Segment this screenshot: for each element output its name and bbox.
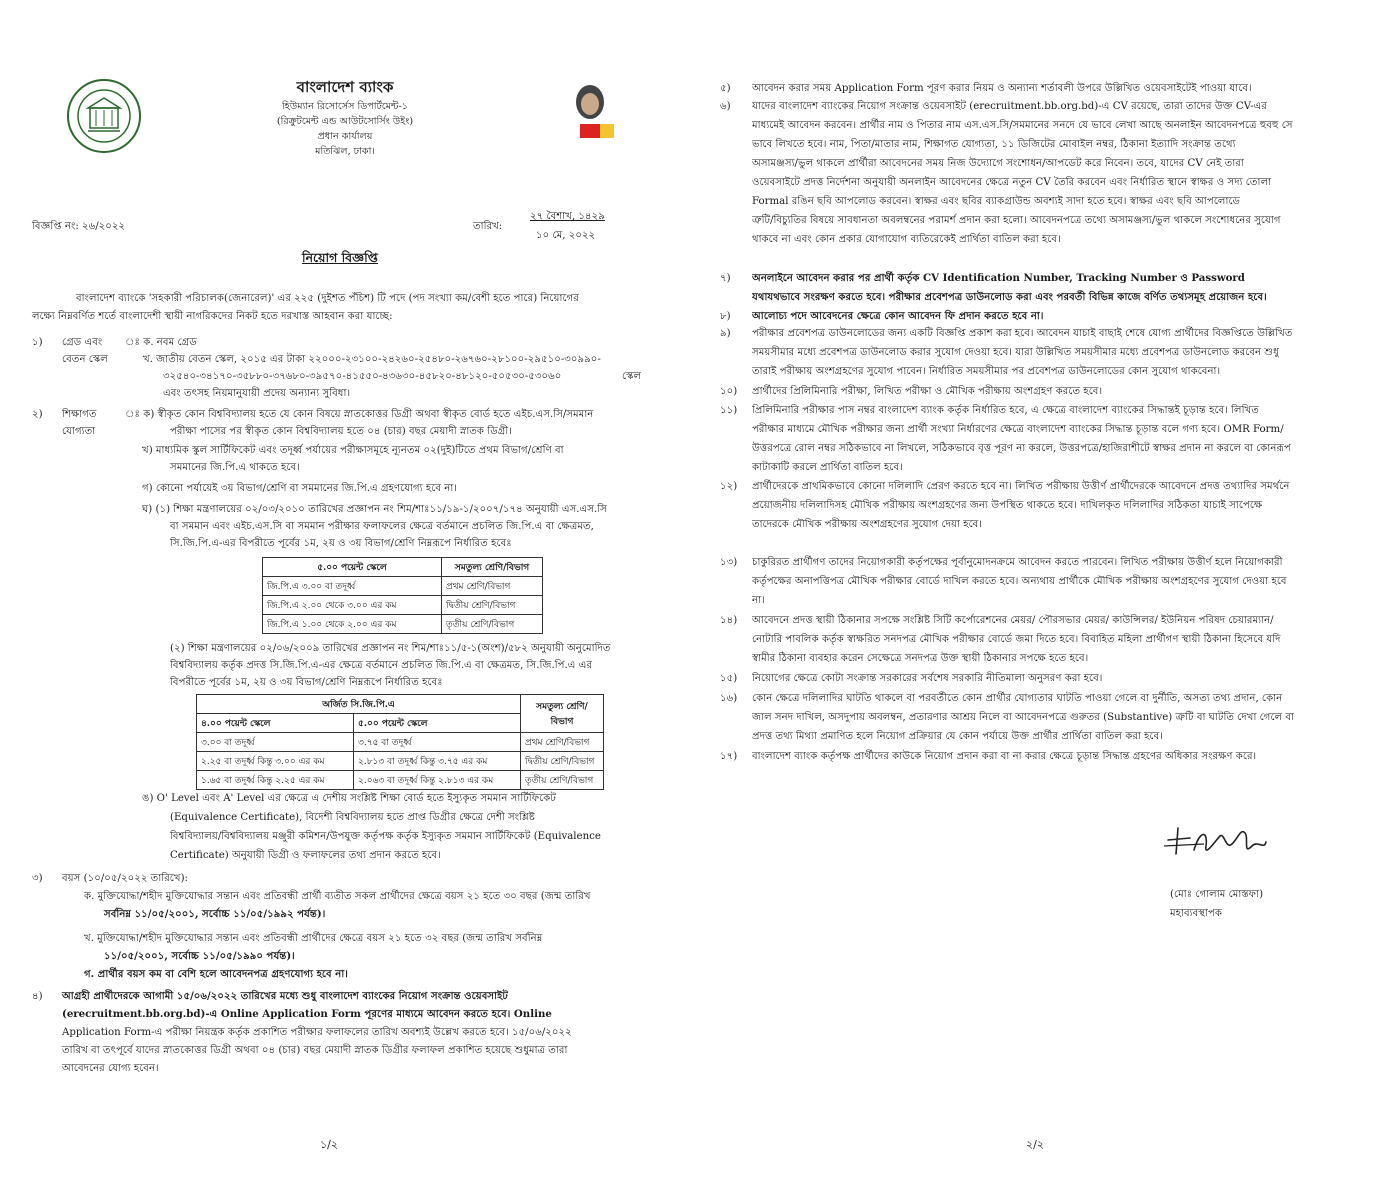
condition-text-line: ত্রুটি/বিচ্যুতির বিষয়ে সাবধানতা অবলম্বনের পরামর্শ প্রদান করা হলো। আবেদনপত্রে তথ্যে অসামঞ্জস্য/ভুল থাকলে সংশোধনের সুযোগ [752, 215, 1281, 226]
table-row [197, 733, 604, 752]
date-bangla: ২৭ বৈশাখ, ১৪২৯ [530, 211, 605, 222]
section-1-label: গ্রেড এবং [62, 337, 103, 348]
condition-text-line: তারাই পরীক্ষায় অংশগ্রহণের সুযোগ পাবেন। নির্ধারিত সময়সীমার পর প্রবেশপত্র ডাউনলোডের কোন সুযোগ থাকবেনা। [752, 366, 1221, 377]
page-two [700, 0, 1386, 1186]
condition-text-line: উত্তরপত্রে রোল নম্বর সঠিকভাবে না লিখলে, সঠিকভাবে বৃত্ত পূরণ না করলে, উত্তরপত্রে/হাজিরাশীটে স্বাক্ষর প্রদান না করলে বা কোনরূপ [752, 443, 1291, 454]
condition-text-line: অনলাইনে আবেদন করার পর প্রার্থী কর্তৃক CV Identification Number, Tracking Number ও Password [752, 272, 1245, 284]
table-header-row [263, 558, 543, 577]
condition-number: ১৬) [720, 693, 738, 704]
signatory-title: মহাব্যবস্থাপক [1170, 908, 1222, 919]
page-number: ২/২ [1026, 1138, 1045, 1151]
condition-text-line: প্রার্থীদেরকে প্রাথমিকভাবে কোনো দলিলাদি প্রেরণ করতে হবে না। লিখিত পরীক্ষায় উত্তীর্ণ প্রার্থীদেরকে আবেদনে প্রদত্ত তথ্যাদির সমর্থনে [752, 481, 1290, 492]
condition-number: ৮) [720, 311, 731, 322]
table-cell: জি.পি.এ ১.০০ থেকে ২.০০ এর কম [263, 615, 442, 634]
condition-number: ৭) [720, 273, 731, 284]
age-b-line-1: খ. মুক্তিযোদ্ধা/শহীদ মুক্তিযোদ্ধার সন্তান এবং প্রতিবন্ধী প্রার্থীদের ক্ষেত্রে বয়স ২১ হতে ৩২ বছর (জন্ম তারিখ সর্বনিম্ন [84, 933, 543, 944]
condition-text-line: চাকুরিরত প্রার্থীগণ তাদের নিয়োগকারী কর্তৃপক্ষের পূর্বানুমোদনক্রমে আবেদন করতে পারবেন। লিখিত পরীক্ষায় উত্তীর্ণ হলে নিয়োগকারী [752, 557, 1283, 568]
page-number: ১/২ [320, 1138, 338, 1151]
condition-text-line: নোটারি পাবলিক কর্তৃক স্বাক্ষরিত সনদপত্র মৌখিক পরীক্ষার বোর্ডে জমা দিতে হবে। বিবাহিত মহিলা প্রার্থীগণ স্থায়ী ঠিকানা হিসেবে যদি [752, 634, 1281, 645]
apply-line-5: আবেদনের যোগ্য হবেন। [62, 1063, 159, 1074]
education-a-line-2: পরীক্ষা পাসের পর স্বীকৃত কোন বিশ্ববিদ্যালয় হতে ০৪ (চার) বছর মেয়াদী স্নাতক ডিগ্রী। [170, 426, 512, 437]
table-cell: ২.২৫ বা তদূর্ধ্ব কিন্তু ৩.০০ এর কম [197, 752, 354, 771]
education-d2-line-3: বিপরীতে পূর্বের ১ম, ২য় ও ৩য় বিভাগ/শ্রেণি নিম্নরূপে নির্ধারিত হবেঃ [170, 677, 443, 688]
table-cell: ২.৮১৩ বা তদূর্ধ্ব কিন্তু ৩.৭৫ এর কম [354, 752, 521, 771]
mujib-100-seal [562, 80, 618, 142]
condition-text-line: সময়সীমার মধ্যে প্রবেশপত্র ডাউনলোড করার সুযোগ দেওয়া হবে। যারা উল্লিখিত সময়সীমার মধ্যে প্রবেশপত্র ডাউনলোড করবেন শুধু [752, 347, 1279, 358]
table-header-row [197, 695, 604, 714]
condition-text-line: ভাবে লিখতে হবে। নাম, পিতা/মাতার নাম, শিক্ষাগত যোগ্যতা, ১১ ডিজিটের মোবাইল নম্বর, ঠিকানা ইত্যাদি সংক্রান্ত তথ্যে [752, 139, 1236, 150]
section-3-number: ৩) [32, 873, 43, 884]
grade-line: ঃ ক. নবম গ্রেড [125, 337, 197, 348]
condition-text-line: আবেদন করার সময় Application Form পূরণ করার নিয়ম ও অন্যান্য শর্তাবলী উপরে উল্লিখিত ওয়েবসাইটেই পাওয়া যাবে। [752, 83, 1252, 94]
table-header: সমতুল্য শ্রেণি/বিভাগ [521, 695, 604, 733]
condition-text-line: তাদেরকে মৌখিক পরীক্ষায় অংশগ্রহণের সুযোগ দেয়া হবে। [752, 519, 982, 530]
table-cell: ১.৬৫ বা তদূর্ধ্ব কিন্তু ২.২৫ এর কম [197, 771, 354, 790]
education-d-line-1: ঘ) (১) শিক্ষা মন্ত্রণালয়ের ০২/০৩/২০১০ তারিখের প্রজ্ঞাপন নং শিম/শাঃ১১/১৯-১/২০০৭/১৭৪ অনুযায়ী এস.এস.সি [142, 504, 607, 515]
apply-line-2: (erecruitment.bb.org.bd)-এ Online Application Form পূরণের মাধ্যমে আবেদন করতে হবে। Online [62, 1008, 552, 1020]
education-b-line-2: সমমানের জি.পি.এ থাকতে হবে। [170, 462, 300, 473]
intro-line-2: লক্ষ্যে নিম্নবর্ণিত শর্তে বাংলাদেশী স্থায়ী নাগরিকদের নিকট হতে দরখাস্ত আহবান করা যাচ্ছে: [32, 311, 393, 322]
condition-number: ১৩) [720, 557, 738, 568]
section-1-label-2: বেতন স্কেল [62, 354, 108, 365]
condition-text-line: অসামঞ্জস্য/ভুল থাকলে প্রার্থীরা আবেদনের সময় নিজ উদ্যোগে সংশোধন/আপডেট করে নিবেন। তবে, যাদের CV নেই তারা [752, 158, 1244, 169]
condition-number: ১৭) [720, 751, 738, 762]
section-1-number: ১) [32, 337, 43, 348]
table-cell: দ্বিতীয় শ্রেণি/বিভাগ [442, 596, 543, 615]
date-english: ১০ মে, ২০২২ [536, 230, 596, 241]
condition-text-line: আবেদনে প্রদত্ত স্থায়ী ঠিকানার সপক্ষে সংশ্লিষ্ট সিটি কর্পোরেশনের মেয়র/ পৌরসভার মেয়র/ কাউন্সিলর/ ইউনিয়ন পরিষদ চেয়ারম্যান/ [752, 615, 1274, 626]
condition-text-line: থাকবে না এবং কোন প্রকার যোগাযোগ ব্যতিরেকেই প্রার্থিতা বাতিল করা হবে। [752, 234, 1061, 245]
age-b-line-2: ১১/০৫/২০০১, সর্বোচ্চ ১১/০৫/১৯৯০ পর্যন্ত)। [104, 950, 295, 962]
office-line: প্রধান কার্যালয় [317, 131, 373, 142]
condition-text-line: নিয়োগের ক্ষেত্রে কোটা সংক্রান্ত সরকারের সর্বশেষ সরকারি নীতিমালা অনুসরণ করা হবে। [752, 673, 1103, 684]
table-header: ৪.০০ পয়েন্ট স্কেলে [197, 714, 354, 733]
signatory-name: (মোঃ গোলাম মোস্তফা) [1170, 889, 1264, 900]
condition-text-line: কোন ক্ষেত্রে দলিলাদির ঘাটতি থাকলে বা পরবর্তীতে কোন প্রার্থীর যোগ্যতার ঘাটতি পাওয়া গেলে বা দুর্নীতি, অসত্য তথ্য প্রদান, কোন [752, 693, 1283, 704]
table-cell: ২.০৬৩ বা তদূর্ধ্ব কিন্তু ২.৮১৩ এর কম [354, 771, 521, 790]
section-4-number: ৪) [32, 991, 43, 1002]
table-row [263, 577, 543, 596]
notice-reference: বিজ্ঞপ্তি নং: ২৬/২০২২ [32, 221, 126, 232]
apply-line-3: Application Form-এ পরীক্ষা নিয়ন্ত্রক কর্তৃক প্রকাশিত পরীক্ষার ফলাফলের তারিখ অবশ্যই উল্লেখ করতে হবে। ১৫/০৬/২০২২ [62, 1027, 572, 1038]
education-e-line-1: ঙ) O' Level এবং A' Level এর ক্ষেত্রে এ দেশীয় সংশ্লিষ্ট শিক্ষা বোর্ড হতে ইস্যুকৃত সমমান সার্টিফিকেট [142, 793, 556, 804]
department-line: হিউম্যান রিসোর্সেস ডিপার্টমেন্ট-১ [281, 101, 409, 112]
table-group-header: অর্জিত সি.জি.পি.এ [197, 695, 521, 714]
condition-text-line: প্রিলিমিনারি পরীক্ষার পাস নম্বর বাংলাদেশ ব্যাংক কর্তৃক নির্ধারিত হবে, এ ক্ষেত্রে বাংলাদেশ ব্যাংকের সিদ্ধান্তই চূড়ান্ত হবে। লিখিত [752, 405, 1259, 416]
table-cell: তৃতীয় শ্রেণি/বিভাগ [521, 771, 604, 790]
signature-image [1160, 810, 1270, 866]
education-c-line: গ) কোনো পর্যায়েই ৩য় বিভাগ/শ্রেণি বা সমমানের জি.পি.এ গ্রহণযোগ্য হবে না। [142, 483, 457, 494]
condition-text-line: বাংলাদেশ ব্যাংক কর্তৃপক্ষ প্রার্থীদের কাউকে নিয়োগ প্রদান করা বা না করার ক্ষেত্রে চূড়ান্ত সিদ্ধান্ত গ্রহণের অধিকার সংরক্ষণ করে। [752, 751, 1257, 762]
table-cell: ৩.০০ বা তদূর্ধ্ব [197, 733, 354, 752]
condition-number: ১৪) [720, 615, 738, 626]
table-cell: জি.পি.এ ৩.০০ বা তদূর্ধ্ব [263, 577, 442, 596]
condition-number: ৫) [720, 83, 731, 94]
condition-number: ৬) [720, 101, 731, 112]
education-a-line-1: ঃ ক) স্বীকৃত কোন বিশ্ববিদ্যালয় হতে যে কোন বিষয়ে স্নাতকোত্তর ডিগ্রী অথবা স্বীকৃত বোর্ড হতে এইচ.এস.সি/সমমান [125, 409, 594, 420]
condition-text-line: Formal রঙিন ছবি আপলোড করবেন। স্বাক্ষর এবং ছবির ব্যাকগ্রাউন্ড অবশ্যই সাদা হতে হবে। স্বাক্ষর এবং ছবি আপলোডে [752, 196, 1241, 207]
education-d2-line-2: বিশ্ববিদ্যালয় কর্তৃক প্রদত্ত সি.জি.পি.এ-এর ক্ষেত্রে বর্তমানে প্রচলিত জি.পি.এ বা ক্ষেত্রমত, সি.জি.পি.এ এর [170, 660, 593, 671]
age-a-line-1: ক. মুক্তিযোদ্ধা/শহীদ মুক্তিযোদ্ধার সন্তান এবং প্রতিবন্ধী প্রার্থী ব্যতীত সকল প্রার্থীদের ক্ষেত্রে বয়স ২১ হতে ৩০ বছর (জন্ম তারিখ [84, 891, 591, 902]
table-header: সমতুল্য শ্রেণি/বিভাগ [442, 558, 543, 577]
condition-text-line: না। [752, 595, 765, 606]
pay-scale-word: স্কেল [622, 371, 642, 382]
date-label: তারিখ: [473, 221, 503, 232]
gpa-equivalence-table [262, 557, 543, 634]
table-cell: তৃতীয় শ্রেণি/বিভাগ [442, 615, 543, 634]
table-cell: জি.পি.এ ২.০০ থেকে ৩.০০ এর কম [263, 596, 442, 615]
condition-number: ৯) [720, 328, 731, 339]
table-header: ৫.০০ পয়েন্ট স্কেলে [354, 714, 521, 733]
notice-title: নিয়োগ বিজ্ঞপ্তি [302, 250, 378, 265]
age-heading: বয়স (১০/০৫/২০২২ তারিখে): [62, 873, 188, 884]
condition-text-line: পরীক্ষার মাধ্যমে মৌখিক পরীক্ষার জন্য প্রার্থী সংখ্যা নির্ধারণের ক্ষেত্রে বাংলাদেশ ব্যাংকের সিদ্ধান্ত চূড়ান্ত বলে গণ্য হবে। OMR Form/ [752, 424, 1284, 435]
condition-text-line: আলোচ্য পদে আবেদনের ক্ষেত্রে কোন আবেদন ফি প্রদান করতে হবে না। [752, 310, 1044, 322]
pay-scale-line-1: খ. জাতীয় বেতন স্কেল, ২০১৫ এর টাকা ২২০০০-২৩১০০-২৪২৬০-২৫৪৮০-২৬৭৬০-২৮১০০-২৯৫১০-৩০৯৯০- [143, 354, 601, 365]
condition-number: ১০) [720, 386, 738, 397]
table-row [197, 752, 604, 771]
age-c-line: গ. প্রার্থীর বয়স কম বা বেশি হলে আবেদনপত্র গ্রহণযোগ্য হবে না। [84, 968, 348, 980]
table-cell: ৩.৭৫ বা তদূর্ধ্ব [354, 733, 521, 752]
wing-line: (রিক্রুটমেন্ট এন্ড আউটসোর্সিং উইং) [276, 116, 414, 127]
condition-text-line: জাল সনদ দাখিল, অসদুপায় অবলম্বন, প্রতারণার আশ্রয় নিলে বা আবেদনপত্রে গুরুতর (Substantive) ত্রুটি বা ঘাটতি দেখা গেলে বা [752, 712, 1295, 723]
pay-scale-line-3: এবং তৎসহ নিয়মানুযায়ী প্রদেয় অন্যান্য সুবিধা। [163, 388, 351, 399]
condition-text-line: প্রদত্ত তথ্য মিথ্যা প্রমাণিত হলে নিয়োগ প্রক্রিয়ার যে কোন পর্যায়ে উক্ত প্রার্থীর প্রার্থিতা বাতিল করা হবে। [752, 731, 1163, 742]
table-header: ৫.০০ পয়েন্ট স্কেলে [263, 558, 442, 577]
bank-name: বাংলাদেশ ব্যাংক [296, 78, 394, 96]
table-cell: প্রথম শ্রেণি/বিভাগ [521, 733, 604, 752]
condition-text-line: কাটাকাটি করলে প্রার্থিতা বাতিল হবে। [752, 462, 903, 473]
intro-line-1: বাংলাদেশ ব্যাংকে 'সহকারী পরিচালক(জেনারেল)' এর ২২৫ (দুইশত পঁচিশ) টি পদে (পদ সংখ্যা কম/বেশী হতে পারে) নিয়োগের [76, 293, 579, 304]
section-2-label-2: যোগ্যতা [62, 426, 96, 437]
cgpa-equivalence-table [196, 694, 604, 790]
condition-text-line: মাধ্যমেই আবেদন করবেন। প্রার্থীর নাম ও পিতার নাম এস.এস.সি/সমমানের সনদে যে ভাবে লেখা আছে অনলাইন আবেদনপত্রে হুবহু সে [752, 120, 1293, 131]
education-b-line-1: খ) মাধ্যমিক স্কুল সার্টিফিকেট এবং তদূর্ধ্ব পর্যায়ের পরীক্ষাসমূহে ন্যূনতম ০২(দুই)টিতে প্রথম বিভাগ/শ্রেণি বা [142, 445, 564, 456]
condition-number: ১১) [720, 405, 738, 416]
apply-line-4: তারিখ বা তৎপূর্বে যাদের স্নাতকোত্তর ডিগ্রী অথবা ০৪ (চার) বছর মেয়াদী স্নাতক ডিগ্রীর ফলাফল প্রকাশিত হয়েছে শুধুমাত্র তারা [62, 1045, 568, 1056]
age-a-line-2: সর্বনিম্ন ১১/০৫/২০০১, সর্বোচ্চ ১১/০৫/১৯৯২ পর্যন্ত)। [104, 908, 326, 920]
education-d-line-3: সি.জি.পি.এ-এর বিপরীতে পূর্বের ১ম, ২য় ও ৩য় বিভাগ/শ্রেণি নিম্নরূপে নির্ধারিত হবেঃ [170, 538, 512, 549]
condition-text-line: পরীক্ষার প্রবেশপত্র ডাউনলোডের জন্য একটি বিজ্ঞপ্তি প্রকাশ করা হবে। আবেদন যাচাই বাছাই শেষে যোগ্য প্রার্থীদের বিজ্ঞপ্তিতে উল্লিখিত [752, 328, 1293, 339]
condition-text-line: প্রার্থীদের প্রিলিমিনারি পরীক্ষা, লিখিত পরীক্ষা ও মৌখিক পরীক্ষায় অংশগ্রহণ করতে হবে। [752, 386, 1103, 397]
bangladesh-bank-logo [66, 78, 142, 154]
condition-number: ১২) [720, 481, 738, 492]
education-e-line-4: Certificate) অনুযায়ী ডিগ্রী ও ফলাফলের তথ্য প্রদান করতে হবে। [170, 850, 441, 861]
location-line: মতিঝিল, ঢাকা। [315, 146, 375, 157]
pay-scale-line-2: ৩২৫৪০-৩৪১৭০-৩৫৮৮০-৩৭৬৮০-৩৯৫৭০-৪১৫৫০-৪৩৬৩০-৪৫৮২০-৪৮১২০-৫০৫৩০-৫৩০৬০ [163, 371, 562, 382]
table-cell: দ্বিতীয় শ্রেণি/বিভাগ [521, 752, 604, 771]
table-row [197, 771, 604, 790]
section-2-number: ২) [32, 409, 43, 420]
education-d2-line-1: (২) শিক্ষা মন্ত্রণালয়ের ০২/০৬/২০০৯ তারিখের প্রজ্ঞাপন নং শিম/শাঃ১১/৫-১(অংশ)/৫৮২ অনুযায়ী অনুমোদিত [170, 643, 611, 654]
education-e-line-3: বিশ্ববিদ্যালয়/বিশ্ববিদ্যালয় মঞ্জুরী কমিশন/উপযুক্ত কর্তৃপক্ষ কর্তৃক ইস্যুকৃত সমমান সার্টিফিকেট (Equivalence [170, 831, 601, 842]
condition-text-line: ওয়েবসাইটে প্রদত্ত নির্দেশনা অনুযায়ী অনলাইন আবেদনের ক্ষেত্রে নতুন CV তৈরি করবেন এবং নির্ধারিত স্থানে স্বাক্ষর ও সদ্য তোলা [752, 177, 1272, 188]
apply-line-1: আগ্রহী প্রার্থীদেরকে আগামী ১৫/০৬/২০২২ তারিখের মধ্যে শুধু বাংলাদেশ ব্যাংকের নিয়োগ সংক্রান্ত ওয়েবসাইট [62, 990, 508, 1002]
education-d-line-2: বা সমমান এবং এইচ.এস.সি বা সমমান পরীক্ষার ফলাফলের ক্ষেত্রে বর্তমানে প্রচলিত জি.পি.এ বা ক্ষেত্রমত, [170, 521, 594, 532]
condition-number: ১৫) [720, 673, 738, 684]
condition-text-line: প্রয়োজনীয় দলিলাদিসহ মৌখিক পরীক্ষায় অংশগ্রহণের জন্য উপস্থিত থাকতে হবে। দাখিলকৃত দলিলাদির সঠিকতা যাচাই সাপেক্ষে [752, 500, 1263, 511]
condition-text-line: কর্তৃপক্ষের অনাপত্তিপত্র মৌখিক পরীক্ষার বোর্ডে দাখিল করতে হবে। অন্যথায় প্রার্থীকে মৌখিক পরীক্ষায় অংশগ্রহণের সুযোগ দেওয়া হবে [752, 576, 1287, 587]
condition-text-line: যাদের বাংলাদেশ ব্যাংকের নিয়োগ সংক্রান্ত ওয়েবসাইট (erecruitment.bb.org.bd)-এ CV রয়েছে, তারা তাদের উক্ত CV-এর [752, 101, 1267, 112]
condition-text-line: স্বামীর ঠিকানা ব্যবহার করেন সেক্ষেত্রে সনদপত্র উক্ত স্থায়ী ঠিকানার সপক্ষে হতে হবে। [752, 653, 1089, 664]
section-2-label: শিক্ষাগত [62, 409, 97, 420]
education-e-line-2: (Equivalence Certificate), বিদেশী বিশ্ববিদ্যালয় হতে প্রাপ্ত ডিগ্রীর ক্ষেত্রে দেশী সংশ্লিষ্ট [170, 812, 535, 823]
table-cell: প্রথম শ্রেণি/বিভাগ [442, 577, 543, 596]
table-row [263, 596, 543, 615]
condition-text-line: যথাযথভাবে সংরক্ষণ করতে হবে। পরীক্ষার প্রবেশপত্র ডাউনলোড করা এবং পরবর্তী বিভিন্ন কাজে বর্ণিত তথ্যসমূহ প্রয়োজন হবে। [752, 291, 1267, 303]
table-row [263, 615, 543, 634]
